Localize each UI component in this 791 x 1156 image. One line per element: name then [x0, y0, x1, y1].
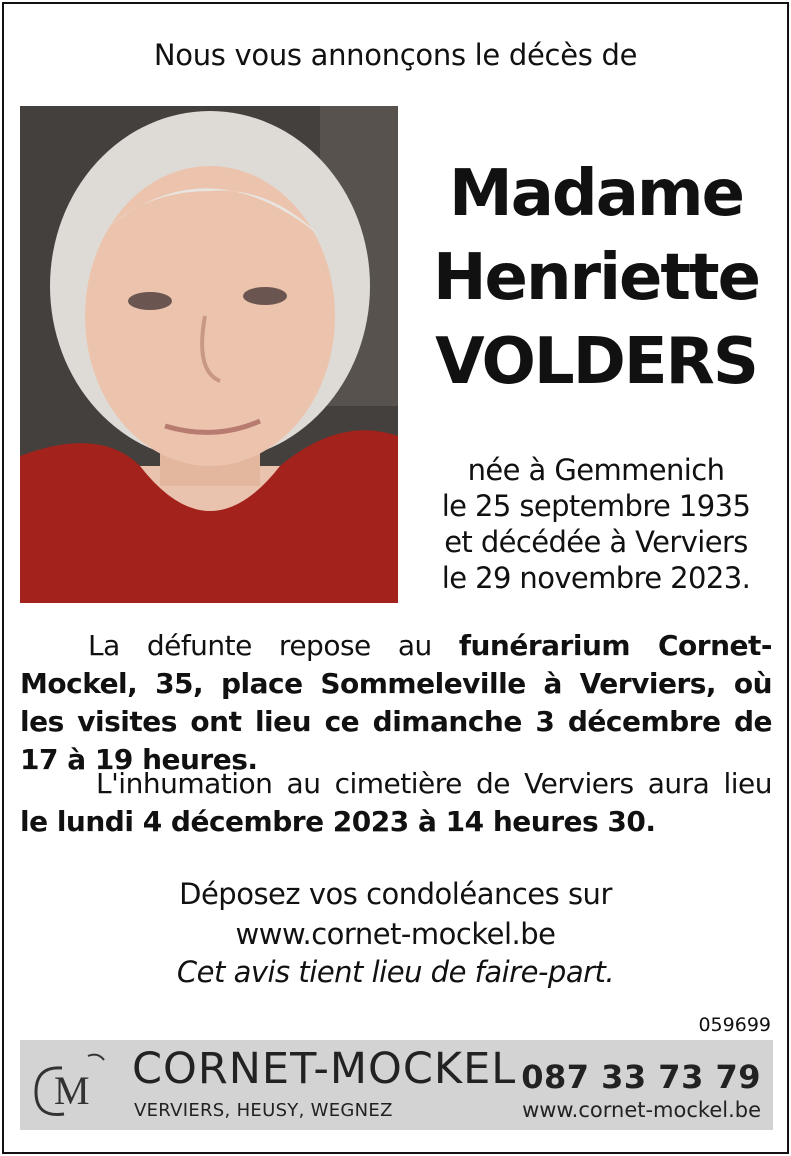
brand-towns: VERVIERS, HEUSY, WEGNEZ — [134, 1100, 393, 1121]
cornet-mockel-logo — [28, 1046, 112, 1124]
burial-intro: L'inhumation au cimetière de Verviers aura lieu — [96, 767, 772, 800]
logo-icon — [28, 1046, 112, 1124]
condolences-block — [0, 874, 791, 954]
name-title: Madame — [449, 157, 743, 231]
repose-details: funérarium Cornet-Mockel, 35, place Sommeleville à Verviers, où les visites ont lieu ce dimanche 3 décembre de 17 à 19 heures. — [20, 629, 773, 776]
burial-paragraph — [20, 765, 772, 841]
faire-part-note: Cet avis tient lieu de faire-part. — [176, 955, 615, 989]
condolences-link[interactable]: www.cornet-mockel.be — [235, 917, 556, 951]
brand-phone[interactable]: 087 33 73 79 — [521, 1058, 761, 1096]
life-dates — [420, 452, 772, 596]
death-place: et décédée à Verviers — [444, 525, 748, 559]
deceased-name — [420, 152, 772, 404]
birth-date: le 25 septembre 1935 — [441, 489, 751, 523]
brand-name: CORNET-MOCKEL — [132, 1044, 517, 1094]
repose-paragraph — [20, 627, 772, 779]
name-last: VOLDERS — [435, 325, 757, 399]
burial-details: le lundi 4 décembre 2023 à 14 heures 30. — [20, 805, 656, 838]
repose-intro: La défunte repose au — [88, 629, 459, 662]
reference-number: 059699 — [698, 1014, 771, 1036]
portrait-illustration — [20, 106, 398, 603]
condolences-text: Déposez vos condoléances sur — [179, 877, 612, 911]
name-first: Henriette — [432, 241, 760, 315]
brand-website[interactable]: www.cornet-mockel.be — [522, 1098, 761, 1122]
death-date: le 29 novembre 2023. — [441, 561, 751, 595]
portrait-photo — [20, 106, 398, 603]
announce-text: Nous vous annonçons le décès de — [153, 38, 638, 72]
svg-text:M: M — [54, 1068, 90, 1113]
funeral-home-banner — [20, 1040, 773, 1130]
birth-place: née à Gemmenich — [467, 453, 725, 487]
